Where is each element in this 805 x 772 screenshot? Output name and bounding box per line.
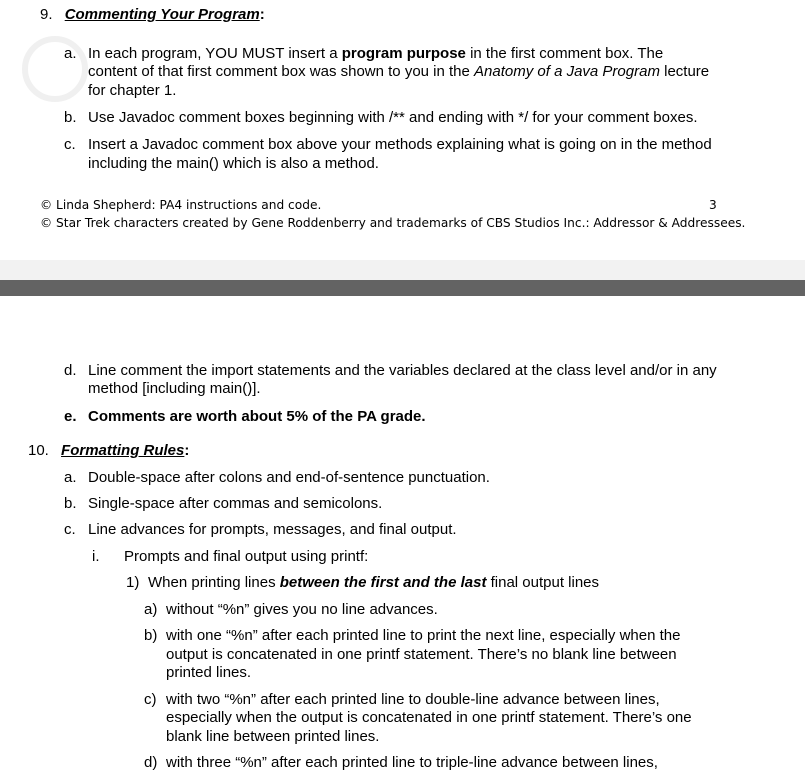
emphasis-text: between the first and the last xyxy=(279,574,487,591)
section-number: 9. xyxy=(40,6,53,23)
format-b-line: Single-space after commas and semicolons. xyxy=(88,495,383,512)
item-marker: e. xyxy=(64,408,77,425)
format-a-line: Double-space after colons and end-of-sentence punctuation. xyxy=(88,469,490,486)
sub-c-line-3: blank line between printed lines. xyxy=(166,728,380,745)
item-c-line-1: Insert a Javadoc comment box above your methods explaining what is going on in the method xyxy=(88,136,712,153)
title-colon: : xyxy=(184,442,190,459)
sub-a-line: without “%n” gives you no line advances. xyxy=(166,601,438,618)
item-d-line-1: Line comment the import statements and the variables declared at the class level and/or in any xyxy=(88,362,717,379)
item-c-line-2: including the main() which is also a method. xyxy=(88,155,379,172)
text: in the first comment box. The xyxy=(465,45,664,62)
sub-marker: a) xyxy=(144,601,158,618)
sub-c-line-2: especially when the output is concatenated in one printf statement. There’s one xyxy=(166,709,692,726)
sub-b-line-2: output is concatenated in one printf statement. There’s no blank line between xyxy=(166,646,677,663)
document-page-top xyxy=(0,0,805,260)
sub-c-line-1: with two “%n” after each printed line to double-line advance between lines, xyxy=(166,691,660,708)
item-a-line-2 xyxy=(88,63,709,81)
text: In each program, YOU MUST insert a xyxy=(88,45,342,62)
footer-copyright: © Linda Shepherd: PA4 instructions and code. xyxy=(40,198,322,212)
program-purpose-text: program purpose xyxy=(341,45,466,62)
roman-i-line: Prompts and final output using printf: xyxy=(124,548,369,565)
item-d-line-2: method [including main()]. xyxy=(88,380,261,397)
document-page-bottom xyxy=(0,296,805,772)
sub-b-line-3: printed lines. xyxy=(166,664,252,681)
item-marker: b. xyxy=(64,109,77,126)
numbered-marker: 1) xyxy=(126,574,140,591)
item-marker: a. xyxy=(64,469,77,486)
page-gap xyxy=(0,260,805,280)
faint-watermark-circle xyxy=(22,36,88,102)
footer-trademark: © Star Trek characters created by Gene Roddenberry and trademarks of CBS Studios Inc.: Addressor & Addressees. xyxy=(40,216,746,230)
item-marker: c. xyxy=(64,521,76,538)
sub-b-line-1: with one “%n” after each printed line to print the next line, especially when the xyxy=(166,627,681,644)
section-title: Formatting Rules xyxy=(61,442,185,459)
roman-marker: i. xyxy=(92,548,100,565)
title-colon: : xyxy=(259,6,265,23)
item-b-line-1: Use Javadoc comment boxes beginning with /** and ending with */ for your comment boxes. xyxy=(88,109,698,126)
item-a-line-3: for chapter 1. xyxy=(88,82,177,99)
item-1-line xyxy=(148,574,599,592)
text: content of that first comment box was shown to you in the xyxy=(88,63,475,80)
text: final output lines xyxy=(486,574,600,591)
item-marker: a. xyxy=(64,45,77,62)
page-number: 3 xyxy=(709,198,717,212)
sub-marker: b) xyxy=(144,627,158,644)
text: lecture xyxy=(659,63,710,80)
item-e-line-1: Comments are worth about 5% of the PA grade. xyxy=(88,408,426,425)
item-a-line-1 xyxy=(88,45,663,63)
item-marker: d. xyxy=(64,362,77,379)
sub-marker: d) xyxy=(144,754,158,771)
section-9-heading xyxy=(40,6,265,24)
text: When printing lines xyxy=(148,574,280,591)
section-title: Commenting Your Program xyxy=(64,6,260,23)
item-marker: b. xyxy=(64,495,77,512)
page-separator-bar xyxy=(0,280,805,296)
section-number: 10. xyxy=(28,442,49,459)
format-c-line: Line advances for prompts, messages, and final output. xyxy=(88,521,457,538)
sub-marker: c) xyxy=(144,691,157,708)
lecture-title: Anatomy of a Java Program xyxy=(474,63,660,80)
sub-d-line-1: with three “%n” after each printed line to triple-line advance between lines, xyxy=(166,754,658,771)
section-10-heading xyxy=(28,442,189,460)
item-marker: c. xyxy=(64,136,76,153)
